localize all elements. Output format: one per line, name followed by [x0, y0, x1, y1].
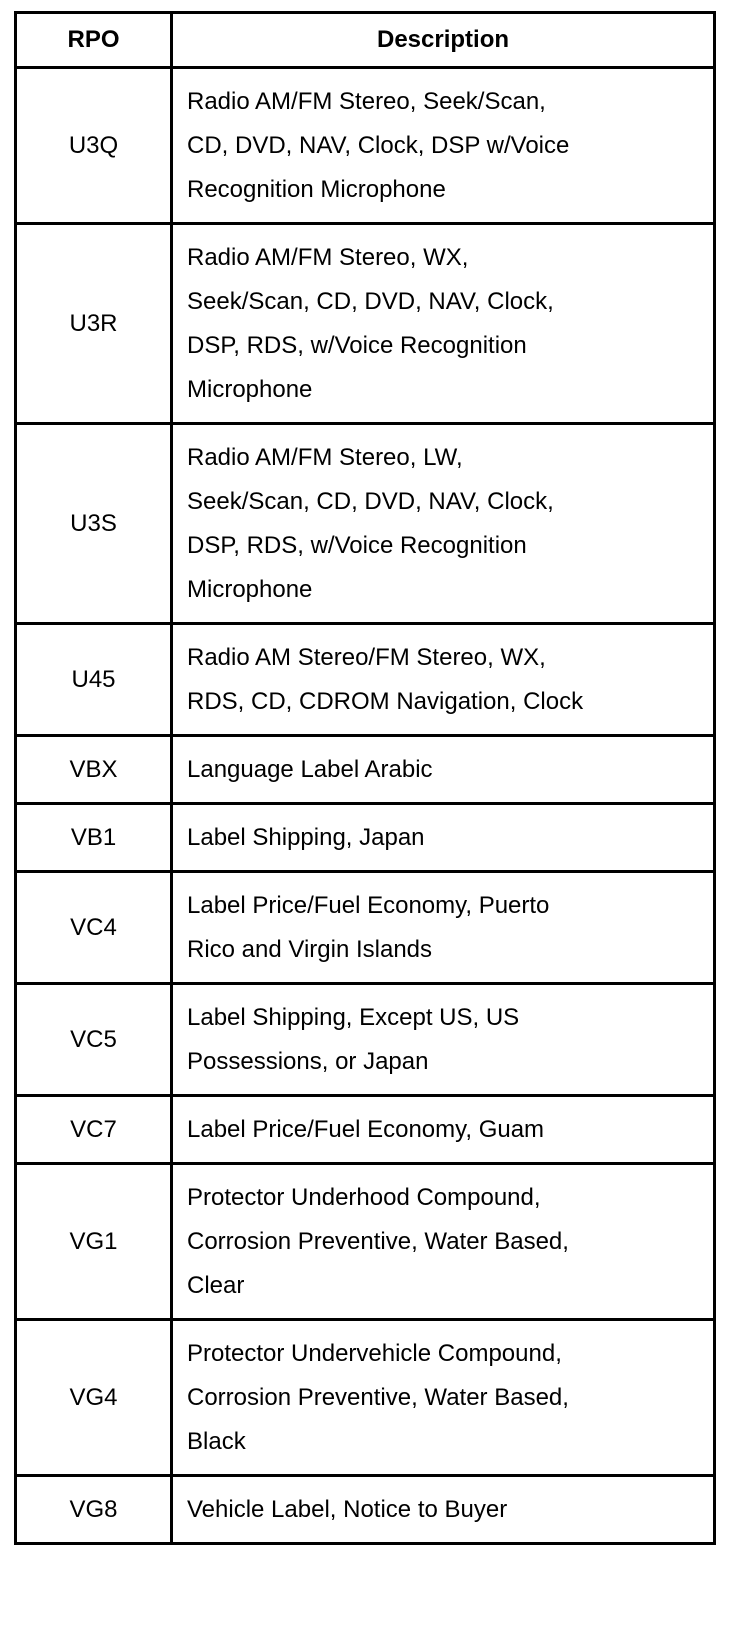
description-line: Seek/Scan, CD, DVD, NAV, Clock, — [187, 488, 554, 515]
description-line: Protector Undervehicle Compound, — [187, 1340, 562, 1367]
description-line: Label Price/Fuel Economy, Puerto — [187, 892, 550, 919]
rpo-code: U3Q — [16, 68, 172, 224]
table-row — [16, 424, 715, 624]
header-rpo: RPO — [16, 13, 172, 68]
description-line: Language Label Arabic — [187, 756, 433, 783]
rpo-code: VB1 — [16, 804, 172, 872]
description-line: DSP, RDS, w/Voice Recognition — [187, 532, 527, 559]
description-line: Microphone — [187, 376, 313, 403]
description-line: DSP, RDS, w/Voice Recognition — [187, 332, 527, 359]
description-line: Vehicle Label, Notice to Buyer — [187, 1496, 508, 1523]
description-line: Microphone — [187, 576, 313, 603]
rpo-description — [172, 424, 715, 624]
rpo-description — [172, 68, 715, 224]
table-header-row — [16, 13, 715, 68]
description-line: Label Price/Fuel Economy, Guam — [187, 1116, 545, 1143]
description-line: Black — [187, 1428, 246, 1455]
header-description: Description — [172, 13, 715, 68]
description-line: Possessions, or Japan — [187, 1048, 429, 1075]
table-row — [16, 872, 715, 984]
table-row — [16, 984, 715, 1096]
rpo-code: VG4 — [16, 1320, 172, 1476]
rpo-code: U3R — [16, 224, 172, 424]
rpo-description — [172, 984, 715, 1096]
description-line: CD, DVD, NAV, Clock, DSP w/Voice — [187, 132, 570, 159]
description-line: Label Shipping, Except US, US — [187, 1004, 520, 1031]
description-line: Radio AM/FM Stereo, Seek/Scan, — [187, 88, 546, 115]
rpo-description — [172, 1476, 715, 1544]
table-row — [16, 804, 715, 872]
rpo-code: U45 — [16, 624, 172, 736]
description-line: Label Shipping, Japan — [187, 824, 425, 851]
table-row — [16, 1096, 715, 1164]
description-line: Recognition Microphone — [187, 176, 446, 203]
rpo-description — [172, 872, 715, 984]
table-row — [16, 68, 715, 224]
rpo-description — [172, 224, 715, 424]
table-row — [16, 1320, 715, 1476]
rpo-description — [172, 804, 715, 872]
description-line: RDS, CD, CDROM Navigation, Clock — [187, 688, 584, 715]
rpo-description — [172, 1096, 715, 1164]
rpo-code: VC7 — [16, 1096, 172, 1164]
table-row — [16, 624, 715, 736]
rpo-code: VBX — [16, 736, 172, 804]
rpo-code: VG8 — [16, 1476, 172, 1544]
rpo-code: VC4 — [16, 872, 172, 984]
rpo-description — [172, 624, 715, 736]
description-line: Seek/Scan, CD, DVD, NAV, Clock, — [187, 288, 554, 315]
rpo-code: U3S — [16, 424, 172, 624]
rpo-description — [172, 1164, 715, 1320]
table-row — [16, 736, 715, 804]
description-line: Rico and Virgin Islands — [187, 936, 433, 963]
rpo-table — [14, 11, 716, 1545]
table-row — [16, 1164, 715, 1320]
description-line: Radio AM/FM Stereo, WX, — [187, 244, 469, 271]
table-row — [16, 1476, 715, 1544]
rpo-code: VC5 — [16, 984, 172, 1096]
description-line: Protector Underhood Compound, — [187, 1184, 541, 1211]
description-line: Clear — [187, 1272, 245, 1299]
description-line: Radio AM/FM Stereo, LW, — [187, 444, 463, 471]
description-line: Corrosion Preventive, Water Based, — [187, 1228, 569, 1255]
description-line: Corrosion Preventive, Water Based, — [187, 1384, 569, 1411]
table-row — [16, 224, 715, 424]
description-line: Radio AM Stereo/FM Stereo, WX, — [187, 644, 546, 671]
rpo-description — [172, 1320, 715, 1476]
rpo-code: VG1 — [16, 1164, 172, 1320]
table-body — [16, 68, 715, 1544]
rpo-description — [172, 736, 715, 804]
